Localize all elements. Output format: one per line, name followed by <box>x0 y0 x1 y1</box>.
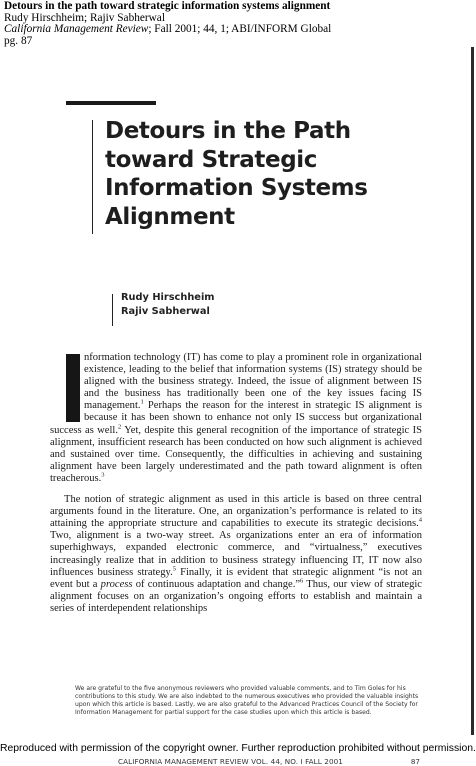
author-name: Rudy Hirschheim <box>121 292 215 303</box>
body-text: of continuous adaptation and change.” <box>132 578 301 590</box>
citation-authors: Rudy Hirschheim; Rajiv Sabherwal <box>4 11 165 24</box>
body-text: Thus, our view of strategic alignment focuses on an organization’s ongoing efforts to establish and maintain a series of interdependent relationships <box>50 578 422 614</box>
article-title-line: Detours in the Path <box>105 118 351 144</box>
body-paragraph-2 <box>50 494 422 615</box>
article-title-line: toward Strategic <box>105 146 317 173</box>
citation-title: Detours in the path toward strategic information systems alignment <box>4 0 331 12</box>
author-vertical-rule <box>112 294 113 326</box>
body-text: Yet, despite this general recognition of the importance of strategic IS alignment, insufficient research has been conducted on how such alignment is achieved and sustained over time. Consequently, the difficulties in achieving and sustaining alignment have been largely underestimated and the path toward alignment is often treacherous. <box>50 424 422 484</box>
article-title <box>105 117 435 231</box>
page-number: 87 <box>410 757 420 766</box>
footnote-ref: 4 <box>418 516 422 524</box>
drop-cap-letter-i <box>66 354 80 422</box>
citation-page: pg. 87 <box>4 34 33 47</box>
author-name: Rajiv Sabherwal <box>121 306 210 317</box>
article-authors <box>121 291 215 319</box>
journal-footer: CALIFORNIA MANAGEMENT REVIEW VOL. 44, NO. I FALL 2001 <box>118 757 343 766</box>
footnote-ref: 3 <box>101 471 105 479</box>
title-vertical-rule <box>92 120 93 234</box>
body-text: The notion of strategic alignment as used in this article is based on three central arguments found in the literature. One, an organization’s performance is related to its attaining the appropriate structure and capabilities to execute its strategic decisions. <box>50 494 422 530</box>
footnote-ref: 2 <box>117 423 122 431</box>
body-paragraph-1 <box>50 352 422 485</box>
footnote-ref: 1 <box>140 398 144 406</box>
citation-details: ; Fall 2001; 44, 1; ABI/INFORM Global <box>148 23 332 36</box>
article-title-line: Alignment <box>105 203 235 230</box>
body-text-emphasis: process <box>100 578 133 590</box>
footnote-ref: 6 <box>300 577 304 585</box>
body-text: Perhaps the reason for the interest in strategic IS alignment is because it has been shown to enhance not only IS success but organizational success as well. <box>50 400 422 436</box>
title-accent-bar <box>66 101 156 105</box>
citation-journal: California Management Review <box>4 23 149 36</box>
page-edge-shadow <box>471 47 474 735</box>
article-title-line: Information Systems <box>105 175 368 201</box>
citation-header <box>4 1 470 47</box>
body-text: nformation technology (IT) has come to play a prominent role in organizational existence, leading to the belief that information systems (IS) strategy should be aligned with the business strategy. Indeed, the issue of alignment between IS and the business has traditionally been one of the key issues facing IS management. <box>84 352 422 412</box>
acknowledgement-footnote: We are grateful to the five anonymous reviewers who provided valuable comments, and to Tim Goles for his contributions to this study. We are also indebted to the numerous executives who provided the valuable insights upon which this article is based. Lastly, we are also grateful to the Advanced Practices Council of the Society for Information Management for partial support for the case studies upon which this article is based. <box>75 685 419 717</box>
footnote-ref: 5 <box>172 565 176 573</box>
article-body <box>50 352 422 615</box>
body-text: Two, alignment is a two-way street. As organizations enter an era of information superhighways, expanded electronic commerce, and “virtualness,” executives increasingly realize that in addition to business strategy influencing IT, IT now also influences business strategy. <box>50 530 422 578</box>
citation-source <box>4 24 470 36</box>
body-text: Finally, it is evident that strategic alignment “is not an event but a <box>50 566 422 590</box>
copyright-notice: Reproduced with permission of the copyright owner. Further reproduction prohibited without permission. <box>0 743 476 754</box>
